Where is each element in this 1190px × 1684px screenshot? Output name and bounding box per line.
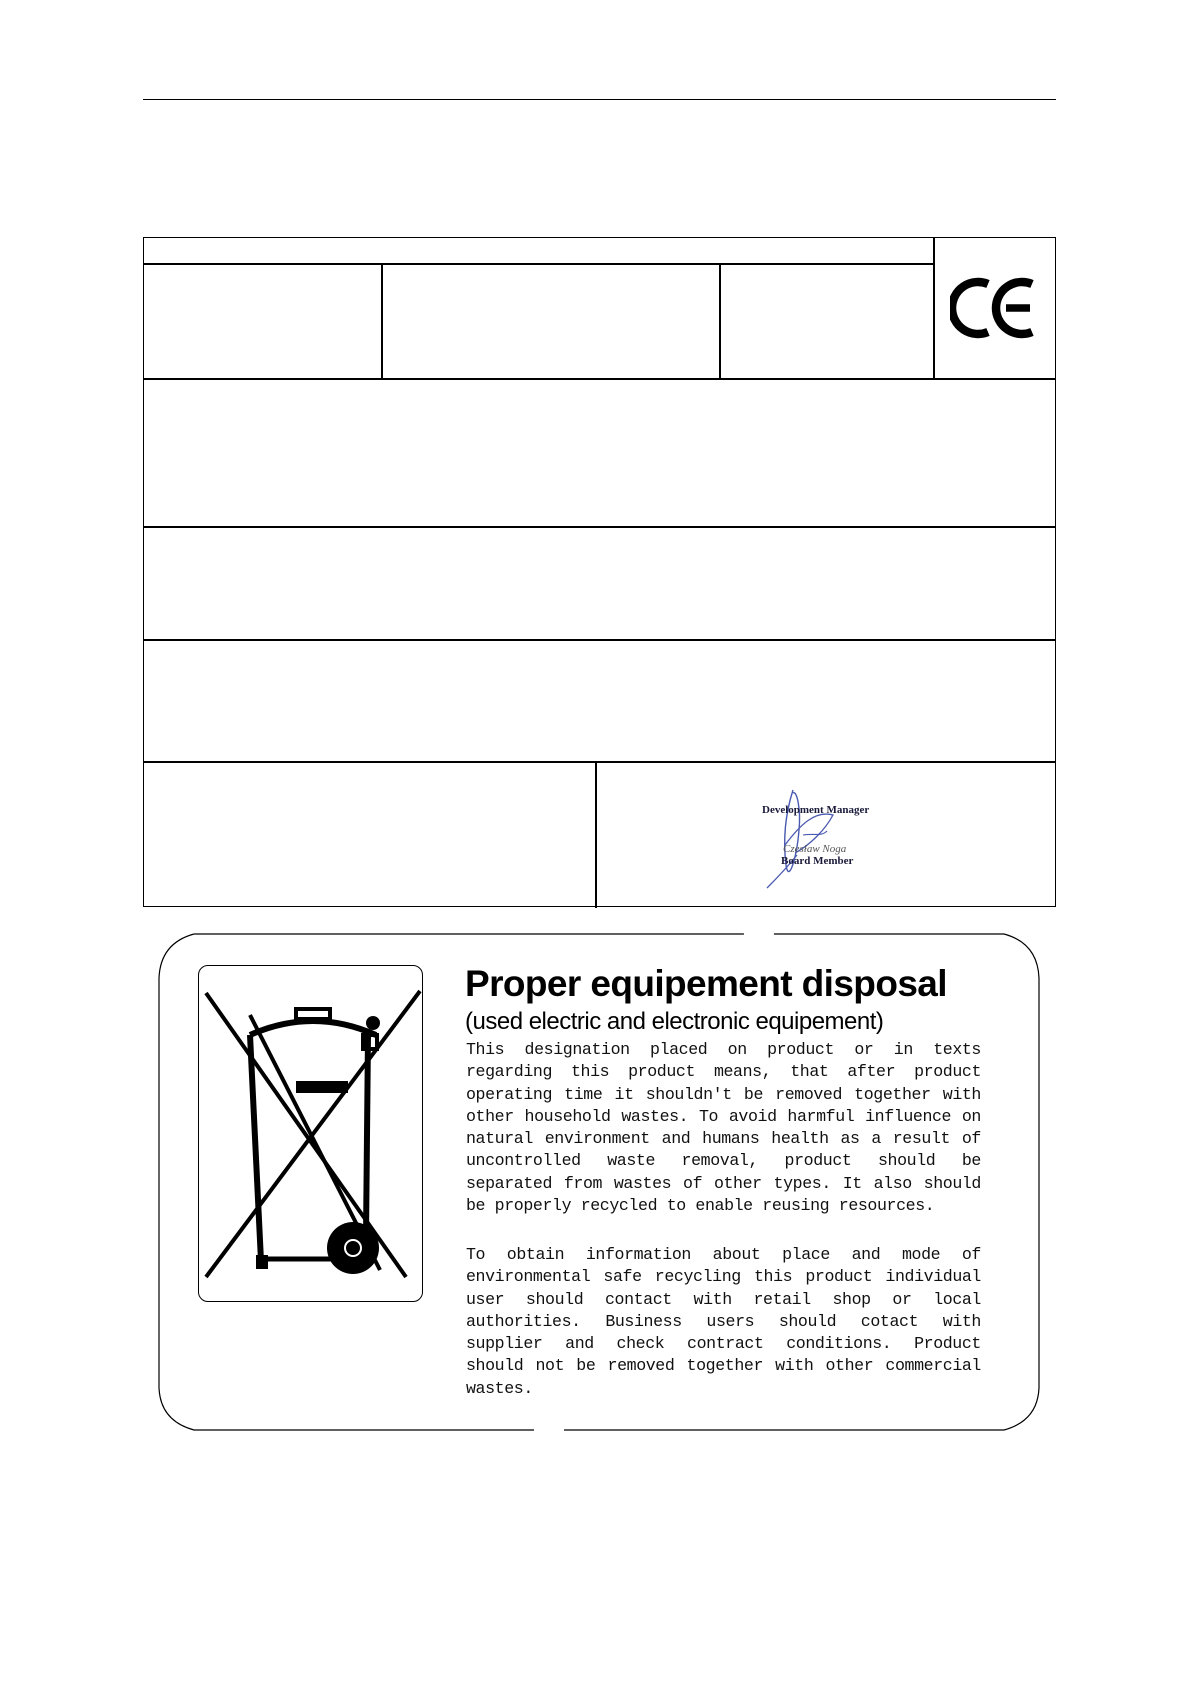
column-divider [595, 761, 597, 908]
column-divider [933, 238, 935, 379]
column-divider [381, 263, 383, 379]
ce-mark-icon [950, 276, 1036, 340]
row-divider [144, 378, 1055, 380]
signature-title: Development Manager [762, 804, 870, 816]
disposal-paragraph-2: To obtain information about place and mode of environmental safe recycling this product individual user should contact with retail shop or local authorities. Business users should cotact with supplier and check contract conditions. Product should not be removed together with other commercial wastes. [466, 1245, 981, 1398]
disposal-title: Proper equipement disposal [465, 963, 947, 1004]
row-divider [144, 263, 935, 265]
row-divider [144, 761, 1055, 763]
disposal-paragraph-1: This designation placed on product or in texts regarding this product means, that after product operating time it shouldn't be removed together with other household wastes. To avoid harmful influence on natural environment and humans health as a result of uncontrolled waste removal, product should be separated from wastes of other types. It also should be properly recycled to enable reusing resources. [466, 1040, 981, 1216]
row-divider [144, 526, 1055, 528]
signature-name: Czesław Noga [783, 843, 847, 855]
crossed-out-wheelie-bin-icon [198, 965, 423, 1302]
row-divider [144, 639, 1055, 641]
signature-icon [755, 785, 885, 890]
disposal-subtitle: (used electric and electronic equipement) [465, 1008, 884, 1035]
column-divider [719, 263, 721, 379]
signature-role: Board Member [781, 855, 854, 867]
header-rule [143, 99, 1056, 100]
declaration-of-conformity-table [143, 237, 1056, 907]
